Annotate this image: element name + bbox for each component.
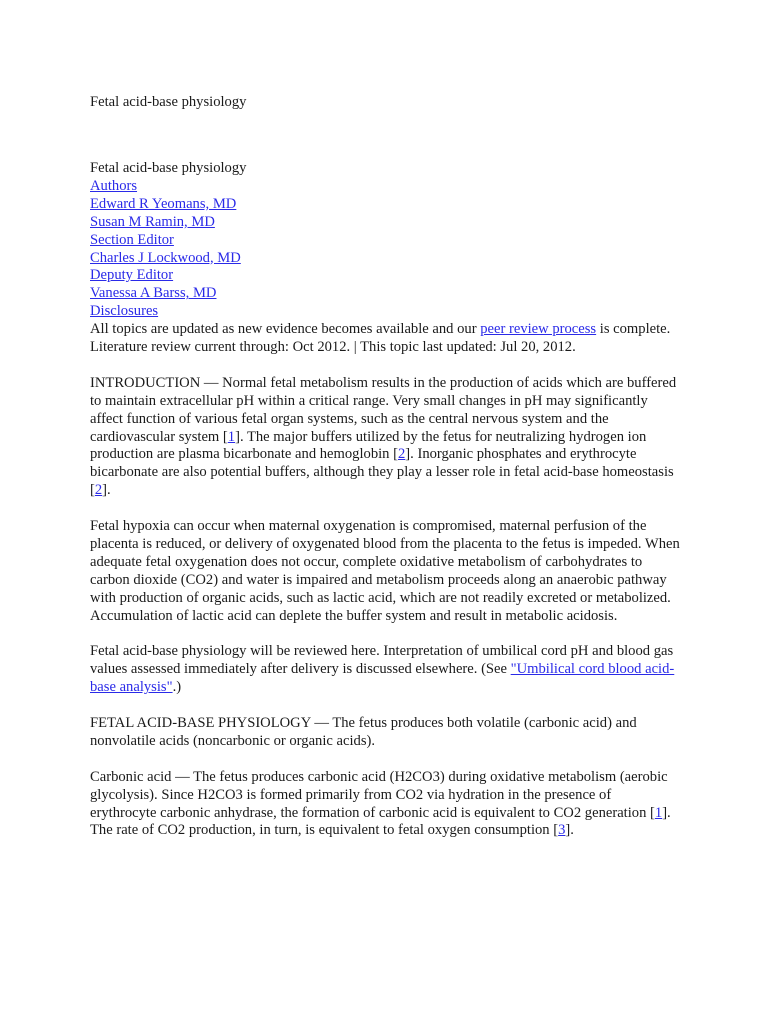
peer-review-link[interactable]: peer review process — [480, 321, 597, 338]
carbonic-text-1: Carbonic acid — The fetus produces carbonic acid (H2CO3) during oxidative metabolism (aerobic glycolysis). Since H2CO3 is formed primarily from CO2 via hydration in the presence of erythrocyte carbonic anhydrase, the formation of carbonic acid is equivalent to CO2 generation [ — [90, 768, 668, 821]
intro-text-3: ]. Inorganic phosphates and erythrocyte bicarbonate are also potential buffers, although they play a lesser role in fetal acid-base homeostasis [ — [90, 446, 674, 499]
disclosures-link[interactable]: Disclosures — [90, 303, 159, 320]
article-title: Fetal acid-base physiology — [90, 160, 247, 176]
reference-link[interactable]: 1 — [654, 804, 663, 821]
reference-link[interactable]: 2 — [94, 482, 103, 499]
author-ramin-link[interactable]: Susan M Ramin, MD — [90, 213, 215, 230]
hypoxia-paragraph: Fetal hypoxia can occur when maternal oxygenation is compromised, maternal perfusion of the placenta is reduced, or delivery of oxygenated blood from the placenta to the fetus is impeded. When adequate fetal oxygenation does not occur, complete oxidative metabolism of carbohydrates to carbon dioxide (CO2) and water is impaired and metabolism proceeds along an anaerobic pathway with production of organic acids, such as lactic acid, which are not readily excreted or metabolized. Accumulation of lactic acid can deplete the buffer system and result in metabolic acidosis. — [90, 518, 680, 624]
update-notice — [90, 321, 680, 339]
intro-text-4: ]. — [102, 482, 111, 499]
intro-text-2: ]. The major buffers utilized by the fetus for neutralizing hydrogen ion production are plasma bicarbonate and hemoglobin [ — [90, 428, 647, 463]
reference-link[interactable]: 3 — [558, 822, 566, 839]
author-yeomans-link[interactable]: Edward R Yeomans, MD — [90, 195, 237, 212]
overview-text-tail: .) — [172, 679, 182, 696]
umbilical-cord-analysis-link[interactable]: "Umbilical cord blood acid-base analysis" — [90, 661, 675, 696]
deputy-editor-link[interactable]: Deputy Editor — [90, 267, 174, 284]
carbonic-acid-paragraph — [90, 769, 680, 841]
physiology-heading-paragraph: FETAL ACID-BASE PHYSIOLOGY — The fetus produces both volatile (carbonic acid) and nonvolatile acids (noncarbonic or organic acids). — [90, 715, 637, 749]
article-body — [90, 160, 680, 858]
authors-link[interactable]: Authors — [90, 177, 138, 194]
overview-text: Fetal acid-base physiology will be reviewed here. Interpretation of umbilical cord pH and blood gas values assessed immediately after delivery is discussed elsewhere. (See — [90, 643, 674, 678]
carbonic-text-3: ]. — [565, 822, 574, 839]
section-editor-link[interactable]: Section Editor — [90, 231, 174, 248]
introduction-paragraph — [90, 375, 680, 500]
intro-text-1: INTRODUCTION — Normal fetal metabolism results in the production of acids which are buffered to maintain extracellular pH within a critical range. Very small changes in pH may significantly affect function of various fetal organ systems, such as the central nervous system and the cardiovascular system [ — [90, 374, 677, 445]
reference-link[interactable]: 1 — [227, 428, 236, 445]
carbonic-text-2: ]. The rate of CO2 production, in turn, is equivalent to fetal oxygen consumption [ — [90, 804, 671, 839]
document-title: Fetal acid-base physiology — [90, 94, 247, 110]
editor-barss-link[interactable]: Vanessa A Barss, MD — [90, 285, 217, 302]
update-notice-tail: is complete. — [596, 321, 671, 338]
reference-link[interactable]: 2 — [398, 446, 406, 463]
update-notice-text: All topics are updated as new evidence becomes available and our — [90, 321, 481, 338]
editor-lockwood-link[interactable]: Charles J Lockwood, MD — [90, 249, 241, 266]
review-date-line: Literature review current through: Oct 2012. | This topic last updated: Jul 20, 2012. — [90, 339, 576, 356]
overview-paragraph — [90, 643, 680, 697]
